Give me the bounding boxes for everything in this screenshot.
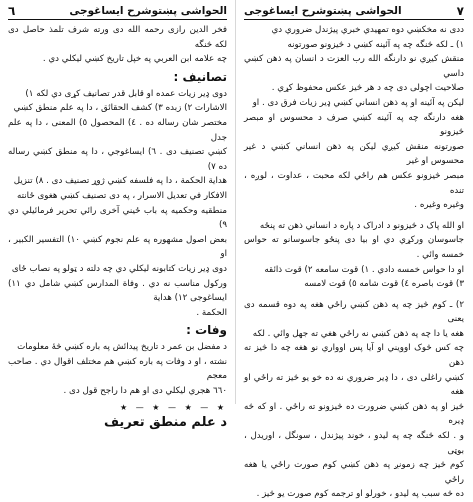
text-line: صلاحیت اچولی دی چه د هر څیز عکس محفوظ کړي .: [271, 83, 464, 94]
text-line: مختصر شان رساله ده . ٤) المحصول ٥) المعنی ، دا په علم جدل: [8, 117, 227, 143]
left-page: [0, 0, 236, 430]
text-line: هغه یا دا چه په ذهن کښي نه راځي هغي ته جهل وائي . لکه: [252, 328, 464, 339]
text-line: او دا حواس خمسه دادي . ۱) قوت سامعه ۲) قوت ذائقه: [264, 264, 464, 275]
text-line: ددی نه مخکښي دوه تمهیدي خبري پیژندل ضروري دي: [271, 25, 464, 35]
text-line: د مفضل بن عمر د تاریخ پیدائش په باره کښي څهٔ معلومات: [17, 342, 227, 353]
text-line: ۳) قوت باصره ٤) قوت شامه ٥) قوت لامسه: [304, 279, 464, 290]
section-heading-death: وفات :: [186, 323, 227, 338]
page-number: ٧: [456, 4, 464, 18]
text-line: وغیره وغیره .: [414, 200, 464, 211]
text-line: الافکار في تعدیل الاسرار ، په دی تصنیف کښي هغوی ځانته: [16, 190, 227, 201]
text-line: بعض اصول مشهوره په علم نجوم کښي ۱۰) التفسیر الکبیر ، او: [8, 234, 227, 260]
left-page-body: [8, 23, 227, 432]
text-line: ٦٦٠ هجري لیکلي دی او هم دا راجح قول دی .: [63, 386, 227, 397]
text-line: و . لکه څنگه چه په لیدو ، خوند پیژندل ، سونگل ، اوریدل ، بوټی: [244, 431, 464, 456]
chapter-title: د علم منطق تعریف: [103, 414, 227, 430]
text-line: څیز او په ذهن کښي ضرورت ده څیزونو ته راځي . او که څه ډیره: [244, 401, 464, 427]
text-line: مبصر څیزونو عکس هم راځي لکه محبت ، عداوت ، لوږه ، تنده: [244, 170, 464, 196]
text-line: هغه دارنگه چه په آئینه کښي صرف د محسوس او مبصر څیزونو: [244, 112, 464, 138]
text-line: صورتونه منقش کیږي لیکن په ذهن انساني کښي د غیر محسوس او غیر: [244, 141, 464, 167]
text-line: الاشارات ۲) زبده ۳) کشف الحقائق ، دا په علم منطق کښي: [13, 103, 227, 114]
page-number: ٦: [8, 4, 16, 18]
text-line: منقش کیږي نو دارنگه الله رب العزت د انسان په ذهن کښي داسي: [244, 54, 464, 79]
text-line: الحکمة .: [196, 307, 227, 318]
text-line: ورکول مناسب نه دي . وفاة المدارس کښي شامل دي ۱۱) ایساغوجی ۱۲) هدایة: [8, 278, 227, 304]
text-line: دوی ډیر زیات عمده او قابل قدر تصانیف کړی دي لکه ١): [25, 88, 227, 99]
right-page-header: [244, 4, 464, 20]
text-line: چه علامه ابن العربي په خپل تاریخ کښي لیکلي دي .: [42, 54, 227, 65]
text-line: دوی ډیر زیات کتابونه لیکلي دي چه دلته د ټولو په نصاب ځای: [11, 263, 227, 274]
left-page-header: [8, 4, 227, 20]
text-line: ۱) ـ لکه څنگه چه په آئینه کښي د څیزونو صورتونه: [287, 39, 464, 50]
text-line: فخر الدین رازی رحمه الله دی ورته شرف تلمذ حاصل دی لکه څنگه: [8, 25, 227, 50]
text-line: کوم څیز چه زمونږ په ذهن کښي کوم صورت راځي یا هغه راځي: [244, 460, 464, 485]
text-line: چه کس څوک اوویني او آیا پس اوواري نو هغه چه دا څیز ته ذهن: [244, 343, 464, 369]
text-line: او الله پاک د څیزونو د ادراک د پاره د انساني ذهن ته پنځه: [259, 220, 464, 231]
text-line: نشته ، او د وفات په باره کښي هم مختلف اقوال دي . صاحب معجم: [8, 356, 227, 382]
text-line: کښي تصنیف دی . ٦) ایساغوجي ، دا په منطق کښي رساله ده ٧): [8, 147, 228, 172]
right-page: [236, 0, 472, 500]
text-line: ۲) ـ کوم څیز چه په ذهن کښي راځي هغه په دوه قسمه دی یعنی: [244, 299, 464, 325]
text-line: کښي راغلی دی ، دا ډیر ضروري نه ده خو یو څیز ته راځي او هغه: [244, 372, 464, 398]
star-divider: ★ — ★ — ★ — ★: [120, 402, 227, 412]
text-line: ده څه سبب په لیدو ، خورلو او ترجمه کوم صورت یو څیز .: [256, 489, 464, 500]
text-line: هدایة الحکمة ، دا په فلسفه کښي ژوړ تصنیف دی . ۸) تنزیل: [13, 176, 227, 187]
right-page-body: [244, 23, 464, 502]
running-title: الحواشی پښتوشرح ایساغوجی: [244, 5, 402, 17]
running-title: الحواشی پښتوشرح ایساغوجی: [69, 5, 227, 17]
section-heading-works: تصانیف :: [173, 69, 227, 84]
text-line: منطقیه وحکمیه په باب ځیني آخری رائي تحریر فرمائیلي دي ۹): [8, 205, 227, 231]
text-line: جاسوسان ورکړي دي او بیا دی پنځو جاسوسانو ته حواس خمسه وائي .: [244, 235, 464, 260]
text-line: لیکن په آئینه او په ذهن انساني کښي ډیر زیات فرق دی . او: [252, 97, 464, 108]
